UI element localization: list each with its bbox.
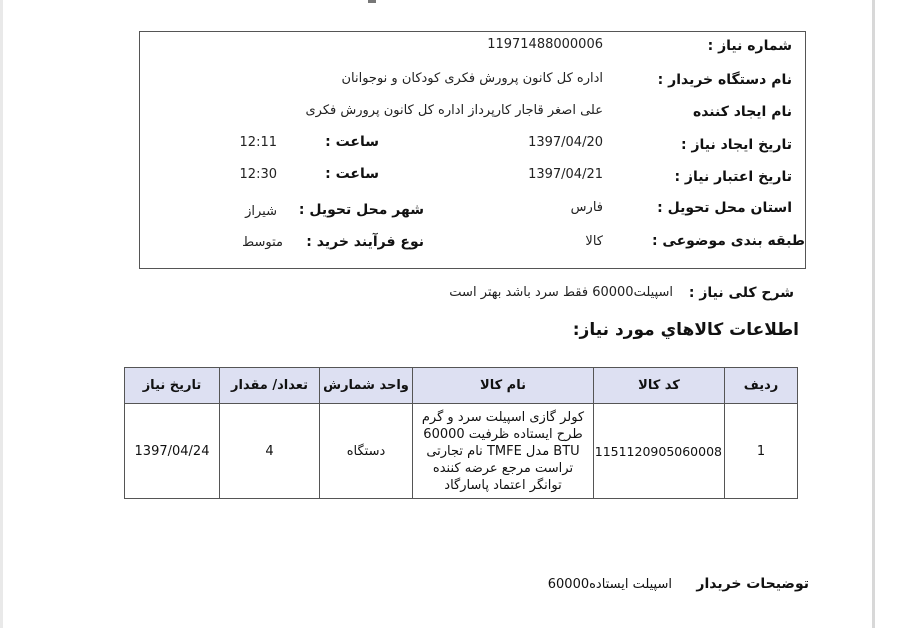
col-header-name: نام کالا bbox=[413, 368, 594, 404]
valid-time-value: 12:30 bbox=[239, 167, 277, 182]
city-label: شهر محل تحویل : bbox=[298, 202, 424, 218]
need-number-value: 11971488000006 bbox=[487, 37, 603, 52]
col-header-row: ردیف bbox=[725, 368, 798, 404]
valid-time-label: ساعت : bbox=[325, 166, 379, 182]
creator-label: نام ایجاد کننده bbox=[692, 104, 792, 120]
page-edge-right bbox=[872, 0, 875, 628]
col-header-code: کد کالا bbox=[594, 368, 725, 404]
buyer-org-label: نام دستگاه خریدار : bbox=[657, 72, 792, 88]
valid-date-label: تاریخ اعتبار نیاز : bbox=[674, 169, 792, 185]
created-time-label: ساعت : bbox=[325, 134, 379, 150]
col-header-unit: واحد شمارش bbox=[320, 368, 413, 404]
goods-table-header bbox=[125, 368, 798, 404]
created-date-label: تاریخ ایجاد نیاز : bbox=[680, 137, 792, 153]
province-value: فارس bbox=[570, 200, 603, 215]
buyer-notes-label: توضیحات خریدار bbox=[696, 576, 809, 592]
buyer-notes-value: اسپیلت ایستاده60000 bbox=[547, 577, 672, 592]
category-label: طبقه بندی موضوعی : bbox=[651, 233, 805, 249]
table-row bbox=[125, 404, 798, 499]
page-edge-left bbox=[0, 0, 3, 628]
scroll-stub bbox=[368, 0, 376, 3]
summary-value: اسپیلت60000 فقط سرد باشد بهتر است bbox=[449, 285, 673, 300]
creator-value: علی اصغر قاجار کارپرداز اداره کل کانون پرورش فکری bbox=[305, 103, 603, 118]
city-value: شیراز bbox=[245, 204, 277, 219]
purchase-type-value: متوسط bbox=[242, 235, 283, 250]
cell-need-date: 1397/04/24 bbox=[125, 404, 220, 499]
buyer-org-value: اداره کل کانون پرورش فکری کودکان و نوجوانان bbox=[341, 71, 603, 86]
cell-row: 1 bbox=[725, 404, 798, 499]
created-time-value: 12:11 bbox=[239, 135, 277, 150]
cell-unit: دستگاه bbox=[320, 404, 413, 499]
created-date-value: 1397/04/20 bbox=[528, 135, 603, 150]
summary-label: شرح کلی نیاز : bbox=[688, 285, 794, 301]
valid-date-value: 1397/04/21 bbox=[528, 167, 603, 182]
cell-name: کولر گازی اسپیلت سرد و گرم طرح ایستاده ظرفیت 60000 BTU مدل TMFE نام تجارتی تراست مرجع عرضه کننده توانگر اعتماد پاسارگاد bbox=[413, 404, 594, 499]
col-header-need-date: تاریخ نیاز bbox=[125, 368, 220, 404]
goods-section-title: اطلاعات كالاهاي مورد نياز: bbox=[572, 320, 799, 340]
need-number-label: شماره نیاز : bbox=[707, 38, 792, 54]
col-header-quantity: تعداد/ مقدار bbox=[220, 368, 320, 404]
cell-quantity: 4 bbox=[220, 404, 320, 499]
goods-table bbox=[124, 367, 798, 499]
category-value: کالا bbox=[585, 234, 603, 249]
purchase-type-label: نوع فرآیند خرید : bbox=[306, 234, 424, 250]
cell-code: 1151120905060008 bbox=[594, 404, 725, 499]
province-label: استان محل تحویل : bbox=[657, 200, 792, 216]
